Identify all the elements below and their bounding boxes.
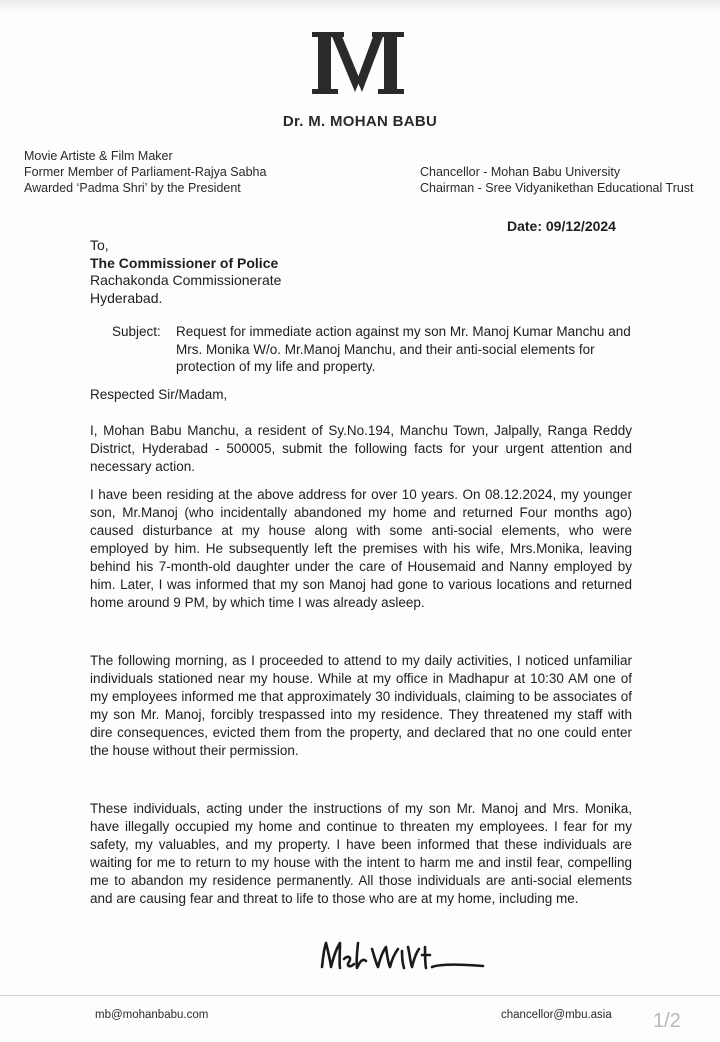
address-city: Hyderabad. — [90, 289, 163, 306]
credential-line: Former Member of Parliament-Rajya Sabha — [24, 165, 267, 179]
address-office: Rachakonda Commissionerate — [90, 272, 282, 288]
scan-edge — [0, 0, 720, 12]
credential-line: Chancellor - Mohan Babu University — [420, 165, 621, 179]
subject-text: Request for immediate action against my son Mr. Manoj Kumar Manchu and Mrs. Monika W/o. Mr.Manoj Manchu, and their anti-social elements for protection of my life and property. — [176, 324, 631, 374]
body-paragraph: These individuals, acting under the instructions of my son Mr. Manoj and Mrs. Monika, have illegally occupied my home and continue to threaten my employees. I fear for my safety, my valuables, and my property. I have been informed that these individuals are waiting for me to return to my house with the intent to harm me and instil fear, compelling me to abandon my residence permanently. All those individuals are anti-social elements and are causing fear and threat to life to those who are at my home, including me. — [90, 801, 632, 906]
credential-line: Chairman - Sree Vidyanikethan Educational Trust — [420, 181, 694, 195]
right-credentials — [420, 164, 694, 196]
letterhead-name: Dr. M. MOHAN BABU — [282, 113, 438, 130]
credential-line: Movie Artiste & Film Maker — [24, 149, 173, 163]
letter-date: Date: 09/12/2024 — [507, 218, 616, 234]
footer-email-right: chancellor@mbu.asia — [501, 1009, 612, 1021]
body-paragraph: I, Mohan Babu Manchu, a resident of Sy.No.194, Manchu Town, Jalpally, Ranga Reddy District, Hyderabad - 500005, submit the following facts for your urgent attention and necessary action. — [90, 423, 632, 474]
credential-line: Awarded ‘Padma Shri’ by the President — [24, 181, 241, 195]
subject-label: Subject: — [112, 324, 161, 339]
salutation: Respected Sir/Madam, — [90, 387, 228, 402]
body-paragraph: The following morning, as I proceeded to attend to my daily activities, I noticed unfamiliar individuals stationed near my house. While at my office in Madhapur at 10:30 AM one of my employees informed me that approximately 30 individuals, claiming to be associates of my son Mr. Manoj, forcibly trespassed into my residence. They threatened my staff with dire consequences, evicted them from the property, and declared that no one could enter the house without their permission. — [90, 653, 632, 758]
page-indicator: 1/2 — [653, 1010, 681, 1032]
monogram-logo — [310, 30, 406, 96]
footer-email-left: mb@mohanbabu.com — [95, 1009, 209, 1021]
body-paragraph: I have been residing at the above address for over 10 years. On 08.12.2024, my younger son, Mr.Manoj (who incidentally abandoned my home and returned Four months ago) caused disturbance at my house along with some anti-social elements, who were employed by him. He subsequently left the premises with his wife, Mrs.Monika, leaving behind his 7-month-old daughter under the care of Housemaid and Nanny employed by him. Later, I was informed that my son Manoj had gone to various locations and returned home around 9 PM, by which time I was already asleep. — [90, 487, 632, 610]
address-recipient: The Commissioner of Police — [90, 254, 279, 271]
left-credentials — [24, 148, 266, 196]
footer-divider — [0, 995, 720, 996]
address-to: To, — [90, 237, 109, 253]
recipient-address — [90, 237, 281, 307]
subject-block — [112, 323, 647, 376]
handwritten-signature — [318, 937, 486, 977]
